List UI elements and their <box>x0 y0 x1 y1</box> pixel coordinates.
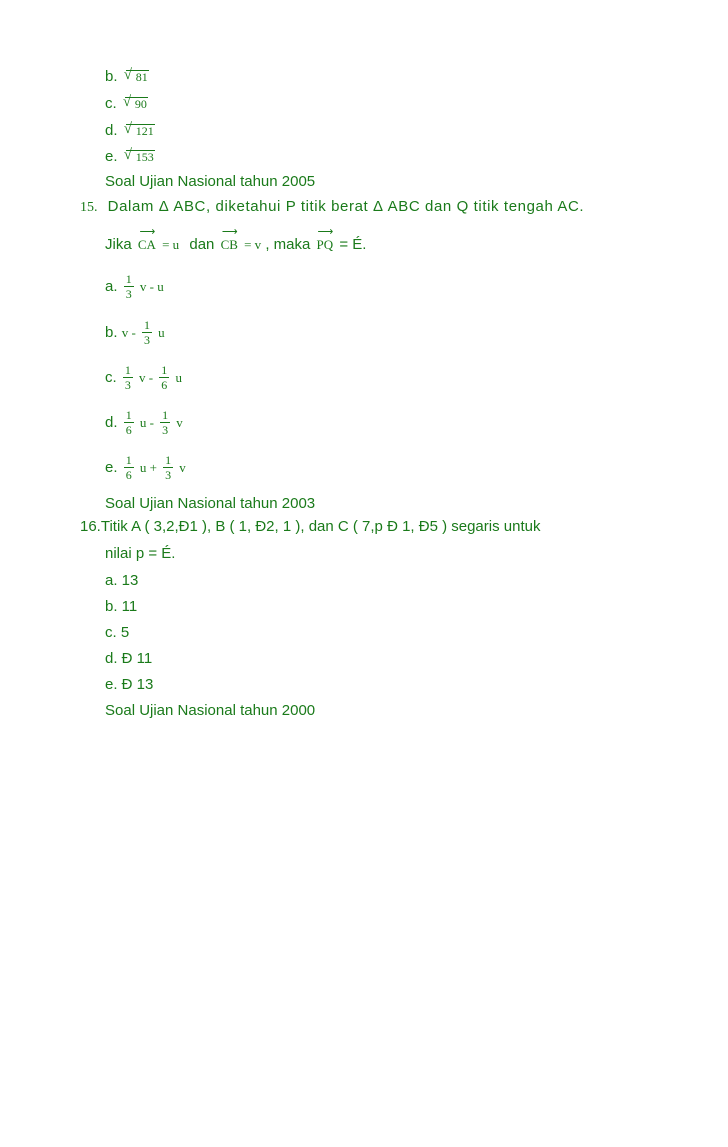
numerator: 1 <box>165 453 172 467</box>
q14-source: Soal Ujian Nasional tahun 2005 <box>105 173 316 190</box>
option-label: e. <box>105 148 118 165</box>
numerator: 1 <box>161 363 168 377</box>
question-number: 15. <box>80 200 98 215</box>
option-label: a. <box>105 278 118 295</box>
q15-question <box>80 198 584 216</box>
expression: v - u <box>139 278 164 294</box>
q16-option-c: c. 5 <box>105 624 130 641</box>
fraction <box>123 363 133 392</box>
vector-ca <box>137 226 156 253</box>
radicand: 81 <box>126 70 149 84</box>
expression-post: u <box>158 324 165 340</box>
sqrt-expression: √ 90 <box>122 94 147 111</box>
q15-given <box>105 226 367 253</box>
equals-v: = v <box>244 237 262 252</box>
numerator: 1 <box>143 318 150 332</box>
q16-option-e: e. Ð 13 <box>105 676 154 693</box>
vector-arrow: ⟶ <box>221 226 237 238</box>
q16-option-b: b. 11 <box>105 598 138 615</box>
q14-option-d <box>105 122 155 139</box>
numerator: 1 <box>162 408 169 422</box>
numerator: 1 <box>125 272 132 286</box>
q16-option-a: a. 13 <box>105 572 139 589</box>
numerator: 1 <box>125 453 132 467</box>
numerator: 1 <box>125 408 132 422</box>
option-label: c. <box>105 369 117 386</box>
option-label: b. <box>105 324 118 341</box>
denominator: 6 <box>161 378 168 392</box>
sqrt-expression: √ 121 <box>123 121 154 138</box>
option-label: d. <box>105 122 118 139</box>
q14-option-c <box>105 95 148 112</box>
and-word: dan <box>189 236 215 253</box>
expression-post: u <box>175 369 182 385</box>
fraction <box>142 318 152 347</box>
denominator: 3 <box>124 378 131 392</box>
expression-post: v <box>179 459 186 475</box>
radicand: 121 <box>126 124 155 138</box>
q14-option-e <box>105 148 155 165</box>
vector-arrow: ⟶ <box>139 226 155 238</box>
expression-mid: v - <box>139 369 154 385</box>
q16-question-line2: nilai p = É. <box>105 545 176 562</box>
q15-option-b <box>105 318 165 347</box>
vector-label: PQ <box>316 237 334 252</box>
q15-option-a <box>105 272 164 301</box>
denominator: 3 <box>125 287 132 301</box>
fraction <box>124 453 134 482</box>
fraction <box>160 408 170 437</box>
numerator: 1 <box>124 363 131 377</box>
radicand: 153 <box>126 150 155 164</box>
radicand: 90 <box>125 97 148 111</box>
q16-option-d: d. Ð 11 <box>105 650 153 667</box>
expression-post: v <box>176 414 183 430</box>
given-word: Jika <box>105 236 132 253</box>
fraction <box>124 272 134 301</box>
q15-source: Soal Ujian Nasional tahun 2003 <box>105 495 316 512</box>
expression-pre: v - <box>121 324 136 340</box>
denominator: 3 <box>143 333 150 347</box>
q14-option-b <box>105 68 149 85</box>
denominator: 6 <box>125 468 132 482</box>
equals-u: = u <box>162 237 180 252</box>
sqrt-expression: √ 81 <box>123 67 148 84</box>
vector-label: CB <box>220 237 238 252</box>
vector-pq <box>316 226 334 253</box>
expression-mid: u - <box>139 414 154 430</box>
q15-option-c <box>105 363 182 392</box>
denominator: 3 <box>162 423 169 437</box>
option-label: d. <box>105 414 118 431</box>
vector-label: CA <box>137 237 156 252</box>
expression-mid: u + <box>139 459 157 475</box>
q15-option-d <box>105 408 183 437</box>
vector-arrow: ⟶ <box>317 226 333 238</box>
option-label: b. <box>105 68 118 85</box>
question-text: Dalam Δ ABC, diketahui P titik berat Δ ABC dan Q titik tengah AC. <box>107 198 585 215</box>
denominator: 3 <box>165 468 172 482</box>
then-word: , maka <box>265 236 311 253</box>
q15-option-e <box>105 453 186 482</box>
vector-cb <box>220 226 238 253</box>
q16-question-line1: 16.Titik A ( 3,2,Ð1 ), B ( 1, Ð2, 1 ), dan C ( 7,p Ð 1, Ð5 ) segaris untuk <box>80 518 541 535</box>
q16-source: Soal Ujian Nasional tahun 2000 <box>105 702 316 719</box>
fraction <box>159 363 169 392</box>
option-label: c. <box>105 95 117 112</box>
fraction <box>124 408 134 437</box>
equals-blank: = É. <box>339 236 367 253</box>
fraction <box>163 453 173 482</box>
sqrt-expression: √ 153 <box>123 147 154 164</box>
option-label: e. <box>105 459 118 476</box>
denominator: 6 <box>125 423 132 437</box>
